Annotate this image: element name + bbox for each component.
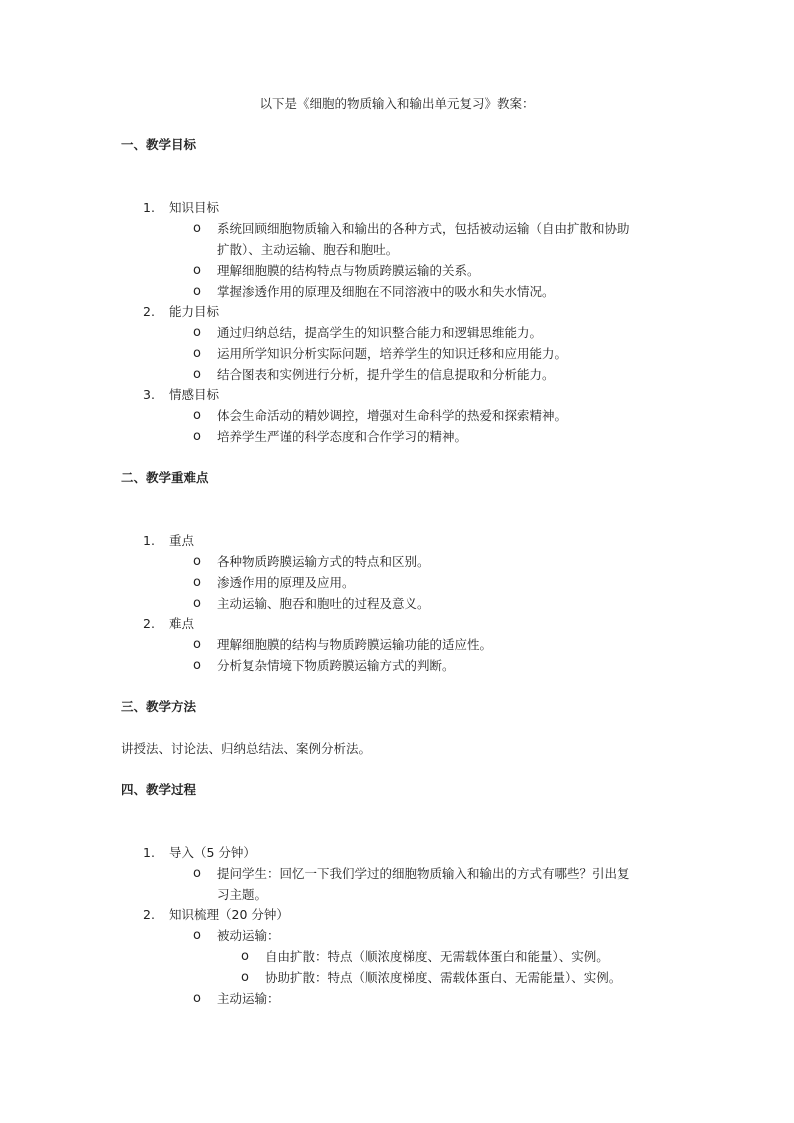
list-item-label: 情感目标 (169, 387, 220, 402)
bullet-icon: o (193, 367, 201, 382)
bullet-text: 主动运输、胞吞和胞吐的过程及意义。 (217, 596, 430, 611)
bullet-text: 各种物质跨膜运输方式的特点和区别。 (217, 554, 430, 569)
methods-text: 讲授法、讨论法、归纳总结法、案例分析法。 (121, 741, 372, 756)
list-number: 2. (143, 304, 155, 319)
bullet-icon: o (193, 637, 201, 652)
bullet-icon: o (193, 928, 201, 943)
section-heading-objectives: 一、教学目标 (121, 137, 197, 152)
bullet-icon: o (193, 554, 201, 569)
bullet-icon: o (193, 221, 201, 236)
list-item-label: 知识梳理（20 分钟） (169, 907, 289, 922)
bullet-text: 理解细胞膜的结构特点与物质跨膜运输的关系。 (217, 263, 480, 278)
list-item-label: 知识目标 (169, 200, 220, 215)
document-title: 以下是《细胞的物质输入和输出单元复习》教案： (259, 96, 535, 111)
bullet-icon: o (193, 408, 201, 423)
bullet-icon: o (193, 575, 201, 590)
bullet-icon: o (193, 346, 201, 361)
bullet-icon: o (193, 284, 201, 299)
bullet-icon: o (193, 325, 201, 340)
bullet-icon: o (193, 991, 201, 1006)
bullet-text: 习主题。 (217, 887, 268, 902)
list-item-label: 难点 (169, 616, 195, 631)
section-heading-process: 四、教学过程 (121, 782, 197, 797)
sub-bullet-icon: o (241, 970, 249, 985)
bullet-text: 渗透作用的原理及应用。 (217, 575, 355, 590)
bullet-text: 理解细胞膜的结构与物质跨膜运输功能的适应性。 (217, 637, 493, 652)
bullet-icon: o (193, 596, 201, 611)
sub-bullet-icon: o (241, 949, 249, 964)
bullet-icon: o (193, 866, 201, 881)
list-number: 2. (143, 907, 155, 922)
bullet-text: 扩散）、主动运输、胞吞和胞吐。 (217, 242, 399, 257)
list-number: 3. (143, 387, 155, 402)
list-item-label: 导入（5 分钟） (169, 845, 256, 860)
section-heading-methods: 三、教学方法 (121, 699, 197, 714)
list-item-label: 能力目标 (169, 304, 220, 319)
bullet-text: 运用所学知识分析实际问题，培养学生的知识迁移和应用能力。 (217, 346, 568, 361)
section-heading-key-points: 二、教学重难点 (121, 470, 209, 485)
list-number: 2. (143, 616, 155, 631)
list-number: 1. (143, 200, 155, 215)
bullet-text: 通过归纳总结，提高学生的知识整合能力和逻辑思维能力。 (217, 325, 543, 340)
bullet-icon: o (193, 429, 201, 444)
bullet-text: 结合图表和实例进行分析，提升学生的信息提取和分析能力。 (217, 367, 555, 382)
bullet-text: 掌握渗透作用的原理及细胞在不同溶液中的吸水和失水情况。 (217, 284, 555, 299)
bullet-text: 主动运输： (217, 991, 280, 1006)
bullet-icon: o (193, 263, 201, 278)
sub-bullet-text: 协助扩散：特点（顺浓度梯度、需载体蛋白、无需能量）、实例。 (265, 970, 622, 985)
bullet-text: 系统回顾细胞物质输入和输出的各种方式，包括被动运输（自由扩散和协助 (217, 221, 630, 236)
bullet-text: 提问学生：回忆一下我们学过的细胞物质输入和输出的方式有哪些？引出复 (217, 866, 630, 881)
bullet-text: 分析复杂情境下物质跨膜运输方式的判断。 (217, 658, 455, 673)
list-number: 1. (143, 845, 155, 860)
bullet-text: 培养学生严谨的科学态度和合作学习的精神。 (217, 429, 468, 444)
bullet-text: 被动运输： (217, 928, 280, 943)
bullet-text: 体会生命活动的精妙调控，增强对生命科学的热爱和探索精神。 (217, 408, 568, 423)
list-item-label: 重点 (169, 533, 195, 548)
bullet-icon: o (193, 658, 201, 673)
sub-bullet-text: 自由扩散：特点（顺浓度梯度、无需载体蛋白和能量）、实例。 (265, 949, 609, 964)
list-number: 1. (143, 533, 155, 548)
